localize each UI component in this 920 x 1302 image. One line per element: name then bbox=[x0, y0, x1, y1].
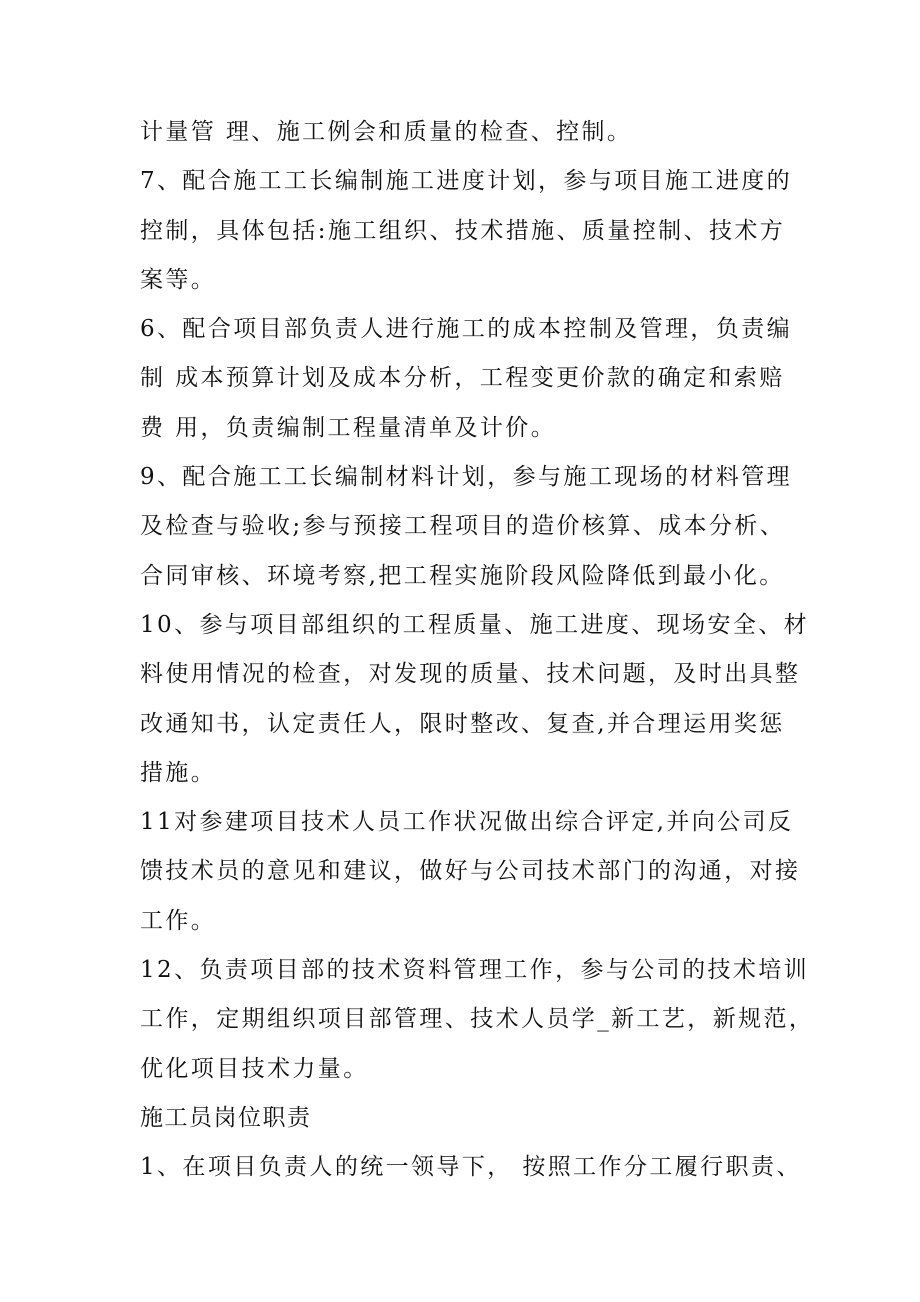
text-line: 工作。 bbox=[140, 907, 217, 934]
text-line: 工作，定期组织项目部管理、技术人员学_新工艺，新规范， bbox=[140, 1006, 815, 1033]
text-line: 12、负责项目部的技术资料管理工作，参与公司的技术培训 bbox=[140, 957, 810, 984]
text-line: 制 成本预算计划及成本分析，工程变更价款的确定和索赔 bbox=[140, 365, 785, 392]
document-body bbox=[140, 108, 815, 1193]
text-line: 费 用，负责编制工程量清单及计价。 bbox=[140, 414, 557, 441]
text-line: 7、配合施工工长编制施工进度计划，参与项目施工进度的 bbox=[140, 168, 793, 195]
text-line: 改通知书，认定责任人，限时整改、复查,并合理运用奖惩 bbox=[140, 710, 785, 737]
text-line: 控制，具体包括:施工组织、技术措施、质量控制、技术方 bbox=[140, 217, 786, 244]
text-line: 案等。 bbox=[140, 266, 217, 293]
text-line: 10、参与项目部组织的工程质量、施工进度、现场安全、材 bbox=[140, 611, 810, 638]
text-line: 1、在项目负责人的统一领导下， 按照工作分工履行职责、 bbox=[140, 1154, 802, 1181]
text-line: 优化项目技术力量。 bbox=[140, 1055, 369, 1082]
text-line: 及检查与验收;参与预接工程项目的造价核算、成本分析、 bbox=[140, 513, 786, 540]
text-line: 馈技术员的意见和建议，做好与公司技术部门的沟通，对接 bbox=[140, 858, 801, 885]
text-line: 计量管 理、施工例会和质量的检查、控制。 bbox=[140, 119, 633, 145]
section-heading: 施工员岗位职责 bbox=[140, 1104, 312, 1131]
text-line: 合同审核、环境考察,把工程实施阶段风险降低到最小化。 bbox=[140, 562, 785, 589]
text-line: 11对参建项目技术人员工作状况做出综合评定,并向公司反 bbox=[140, 809, 794, 836]
text-line: 6、配合项目部负责人进行施工的成本控制及管理，负责编 bbox=[140, 316, 793, 343]
text-line: 9、配合施工工长编制材料计划，参与施工现场的材料管理 bbox=[140, 464, 793, 491]
text-line: 措施。 bbox=[140, 759, 217, 786]
text-line: 料使用情况的检查，对发现的质量、技术问题，及时出具整 bbox=[140, 661, 801, 688]
